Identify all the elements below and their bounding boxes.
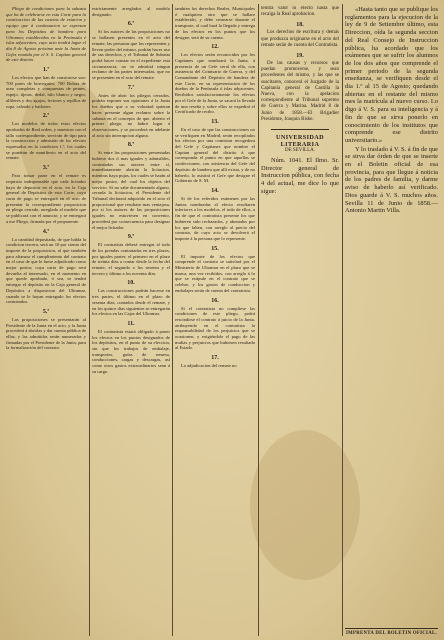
paragraph: Para tomar parte en el remate es requisito indispensable que cada licitador haya de depositar en el acto, en la Caja general de Depósitos de esta Corte, cuyo carta de pago se entregará en el acto de presentar la correspondiente proposicion en pliego cerrado, arreglado al modelo que se publicará con el anuncio; y se entregará a ese Pliego, firmada por el proponente. xyxy=(6,173,86,224)
paragraph: Las proposiciones se presentarán al Presidente de la Junta en el acto, y la Junta procederá á abrirlas y dar cuenta pública de ellas; y las admitidas serán numeradas y firmadas por el Presidente de la Junta, para la formalización del contrato. xyxy=(6,316,86,351)
paragraph: Si entre las proposiciones presentadas hubiese dos ó mas iguales y admisibles, contratadas sus autores entre sí, inmediatamente abrirán la licitacion, mientras haya pujas, los cuales se harán al mejor postor, del cual los objetos del servicio. Si no sabe documentado alguno, cerrada la licitacion, el Presidente del Tribunal declarará adquirido en el acto el proporcional que resultase mas ventajosa, por si los autores de las proposiciones iguales no estuviesen en convenio, procederá por consecuencia para designar el mejor licitador. xyxy=(92,150,170,230)
paragraph: Núm. 1041. El Ilmo. Sr. Director general de Instruccion pública, con fecha 4 del actual, me dice lo que sigue: xyxy=(261,157,339,195)
paragraph: Los efectos serán reconocidos por los Capitanes que nombrará la Junta, á presencia de un Gefe veral de ella, con asistencia del Comisario de Guerra, y del Comandante del Depósito de bandera de este Corte, en su representacion de los dueños de la Península ó islas adyacentes. Recibidos satisfactoriamente los efectos por el Gefe de la Junta, se sacará la llevada de una reseña y sobre ellos se expedirá el Certificado de recibo. xyxy=(175,52,255,115)
imprint-line: IMPRENTA DEL BOLETIN OFICIAL. xyxy=(345,628,438,636)
section-number: 18. xyxy=(296,22,304,29)
paragraph: tambien los derechos Reales, Municipales ó cualquiera otro que se hallare establecido, y debe costearse durante el transporte, al cual hará la llegada y entrega de los efectos en los puntos que los designe, será de su cuenta. xyxy=(175,6,255,40)
section-number: 11. xyxy=(127,320,135,327)
paragraph: Los efectos que han de construirse son: 700 pares de borceguíes; 700 Bolsas de aseo completas y compuestas de peines, espejo, tijeras, dedal, hilo blanco y negro, alfileres y dos agujas; lectores y repillos de ropa, calzado y bailones. xyxy=(6,75,86,109)
section-number: 19. xyxy=(296,53,304,60)
section-number: 1.ª xyxy=(42,67,50,74)
paragraph: Los modelos de todos estos efectos aprobados de Real orden, y muestras con el tallo correspondiente, servirán de tipo para la construccion y admisión de los efectos expresados en la condicion 1.ª, los cuales se pondrán de manifiesto en el acto del remate. xyxy=(6,121,86,161)
section-number: 5.ª xyxy=(42,308,50,315)
paragraph: La adjudicacion del remate no xyxy=(181,363,237,369)
notice-body-continued xyxy=(345,6,438,215)
section-number: 7.ª xyxy=(127,84,135,91)
paragraph: Si de los referidos exámenes por las Juntas nombradas al efecto resultaren inferiores a los modelos, el todo de ellos, a fin de que el contratista presente los que hubieren sido rechazados, y abonados por los que falten, con arreglo al precio del contrato, de cuyo acto se devolverá el importe á la persona que lo represente. xyxy=(175,195,255,241)
section-number: 15. xyxy=(211,245,219,252)
paragraph: La cantidad depositada, de que habla la condicion tercera, será un 10 por ciento del importe de la proposicion, al que también para afianzar el cumplimiento del contrato en el caso de que le fuese adjudicado como mejor postor, cuya carta de pago será devuelta al interesado, en el momento en que quede aprobado, ó sea, se tendrá entregar el depósito en la Caja general de Depósitos a disposicion del Ultramar, cuando se le hayan entregado los efectos contratados. xyxy=(6,236,86,305)
column-4 xyxy=(261,6,339,634)
column-3 xyxy=(175,6,255,634)
column-rule xyxy=(342,4,343,636)
section-number: 2.ª xyxy=(42,113,50,120)
section-number: 8.ª xyxy=(127,142,135,149)
paragraph: Antes de abrir los pliegos cerrados, podrán exponer sus opiniones á la Junta los dueños que a su voluntad quieran hacer presente algun reclamo sobre la subasta en el concepto de que, abierto el primer pliego, no habrá lugar á observaciones, y se procederá en adelante al acto sin interrupcion alguna. xyxy=(92,92,170,138)
section-number: 12. xyxy=(211,44,219,51)
paragraph: El contratista deberá entregar al todo de los prendas contratadas en tres plazos, por iguales partes: el primero en el plazo de treinta días a contar desde la fecha del remate; el segundo a los sesenta y el tercero y último a los noventa días. xyxy=(92,242,170,276)
university-heading: UNIVERSIDAD LITERARIA xyxy=(275,134,325,149)
column-rule xyxy=(89,4,90,636)
paragraph: Si el contratista no cumpliese las condiciones de este pliego, podrá rescindirse el contrato á juicio de la Junta, atribuyendo en el contratista la responsabilidad de los perjuicios que se ocasionen, y exigiéndole el pago de las multas y perjuicios que hubiesen resultado al Estado. xyxy=(175,305,255,351)
section-number: 9.ª xyxy=(127,234,135,241)
section-number: 3.ª xyxy=(42,165,50,172)
section-number: 13. xyxy=(211,118,219,125)
divider xyxy=(271,129,329,130)
paragraph: estrictamente arreglados al modelo designado. xyxy=(92,6,170,17)
paragraph: En el caso de que las construcciones no se verifiquen en Madrid, serán recopilados los efectos por una comision recogedora del Gefe y Capitanes que nombre el Capitan general del distrito á que corresponda el punto en que aquellas se confeccionen, con asistencia del Gefe del depósito de bandera que allí exista, y de no haberlo, lo asistirá el Gefe que designe el Gobierno de S. M. xyxy=(175,126,255,184)
paragraph: Las construcciones podrán hacerse en tres partes, el último en el plazo de sesenta días, contados desde el remate, y en los quince días siguientes se entregarán los efectos en las Cajas del Ultramar. xyxy=(92,288,170,317)
section-number: 4.ª xyxy=(42,228,50,235)
paragraph: Los derechos de escritura y demás que produzca originarse en el acto del remate serán de cuenta del Contratista. xyxy=(261,30,339,48)
paragraph: Y lo traslado á V. S. á fin de que se sirva dar órden de que se inserte en el Boletin oficial de esa provincia, para que llegue á noticia de los padres de familia, y darme aviso de haberlo así verificado. Dios guarde á V. S. muchos años. Sevilla 11 de Junio de 1858.—Antonio Martin Villa. xyxy=(345,145,438,215)
section-number: 6.ª xyxy=(127,21,135,28)
section-number: 10. xyxy=(127,280,135,287)
pliego-intro: Pliego de condiciones para la subasta que ha de celebrarse en esta Corte para la construccion de las casetas de estacion y equipo que á continuacion se expresan para los Depósitos de bandera para Ultramar, establecidos en la Península é islas adyacentes, cuyo acto tendrá lugar el dia 8 de Agosto próximo ante la Junta de Gefes reunida por el S. S. Capitan general de este distrito. xyxy=(6,6,86,63)
column-rule xyxy=(258,4,259,636)
section-number: 17. xyxy=(211,355,219,362)
column-2 xyxy=(92,6,170,634)
paragraph: Si los autores de las proposiciones no se hallasen presentes en el acto del remate, las personas que los representen y lleven poder del mismo, podrán hacer uso de sus derechos, y el Tribunal de Subasta podrá hacer constar en el expediente esta circunstancia; no se admitirá ningun reclamo de las partes interesadas, que no se presenten en el acto del remate. xyxy=(92,29,170,81)
column-rule xyxy=(172,4,173,636)
paragraph: El importe de los efectos que comprende el contrato se satisfará por el Ministerio de Ultramar en el plazo que se marca, una vez recibidos, con arreglo á lo que se estipule en el contrato que se celebre, y los gastos de conduccion y embalajes serán de cuenta del contratista. xyxy=(175,253,255,293)
section-number: 16. xyxy=(211,297,219,304)
column-1 xyxy=(6,6,86,634)
section-number: 14. xyxy=(211,187,219,194)
paragraph: El contratista estará obligado á poner los efectos en los puntos designados de los depósitos, en el punto de su eleccion, sin que los trabajos de embalaje, transportes, guías de remesa, conducciones, cargas y descargas, así como otros gastos extraordinarios sean á su cargo. xyxy=(92,328,170,374)
notice-body xyxy=(261,157,339,196)
column-5 xyxy=(345,6,438,620)
paragraph: «Hasta tanto que se publique los reglamentos para la ejecucion de la ley de 9 de Setiembre último, esta Direccion, oída la segunda seccion del Real Consejo de Instruccion pública, ha acordado que los exámenes que se sufrir los alumnos de los dos años que comprende el primer periodo de la segunda enseñanza, se verifiquen desde el dia 1.º al 15 de Agosto; quedando abiertas en el restante del mismo mes la matrícula al nuevo curso. Lo digo á V. S. para su inteligencia y á fin de que se sirva ponerlo en conocimiento de los institutos que comprende ese distrito universitario.» xyxy=(345,6,438,144)
paragraph: De las causas y recursos que puedan promoverse, y sean procedentes del mismo, y las que se suscitaren, conocerá el Juzgado de la Capitanía general de Castilla la Nueva, con la apelacion correspondiente al Tribunal supremo de Guerra y Marina. Madrid 8 de Junio de 1858.—El Brigadier Presidente, Joaquin Bisbe. xyxy=(261,61,339,122)
university-city: DE SEVILLA. xyxy=(285,148,315,154)
paragraph: tendrá valor ni efecto hasta que recaiga la Real aprobacion. xyxy=(261,6,339,18)
